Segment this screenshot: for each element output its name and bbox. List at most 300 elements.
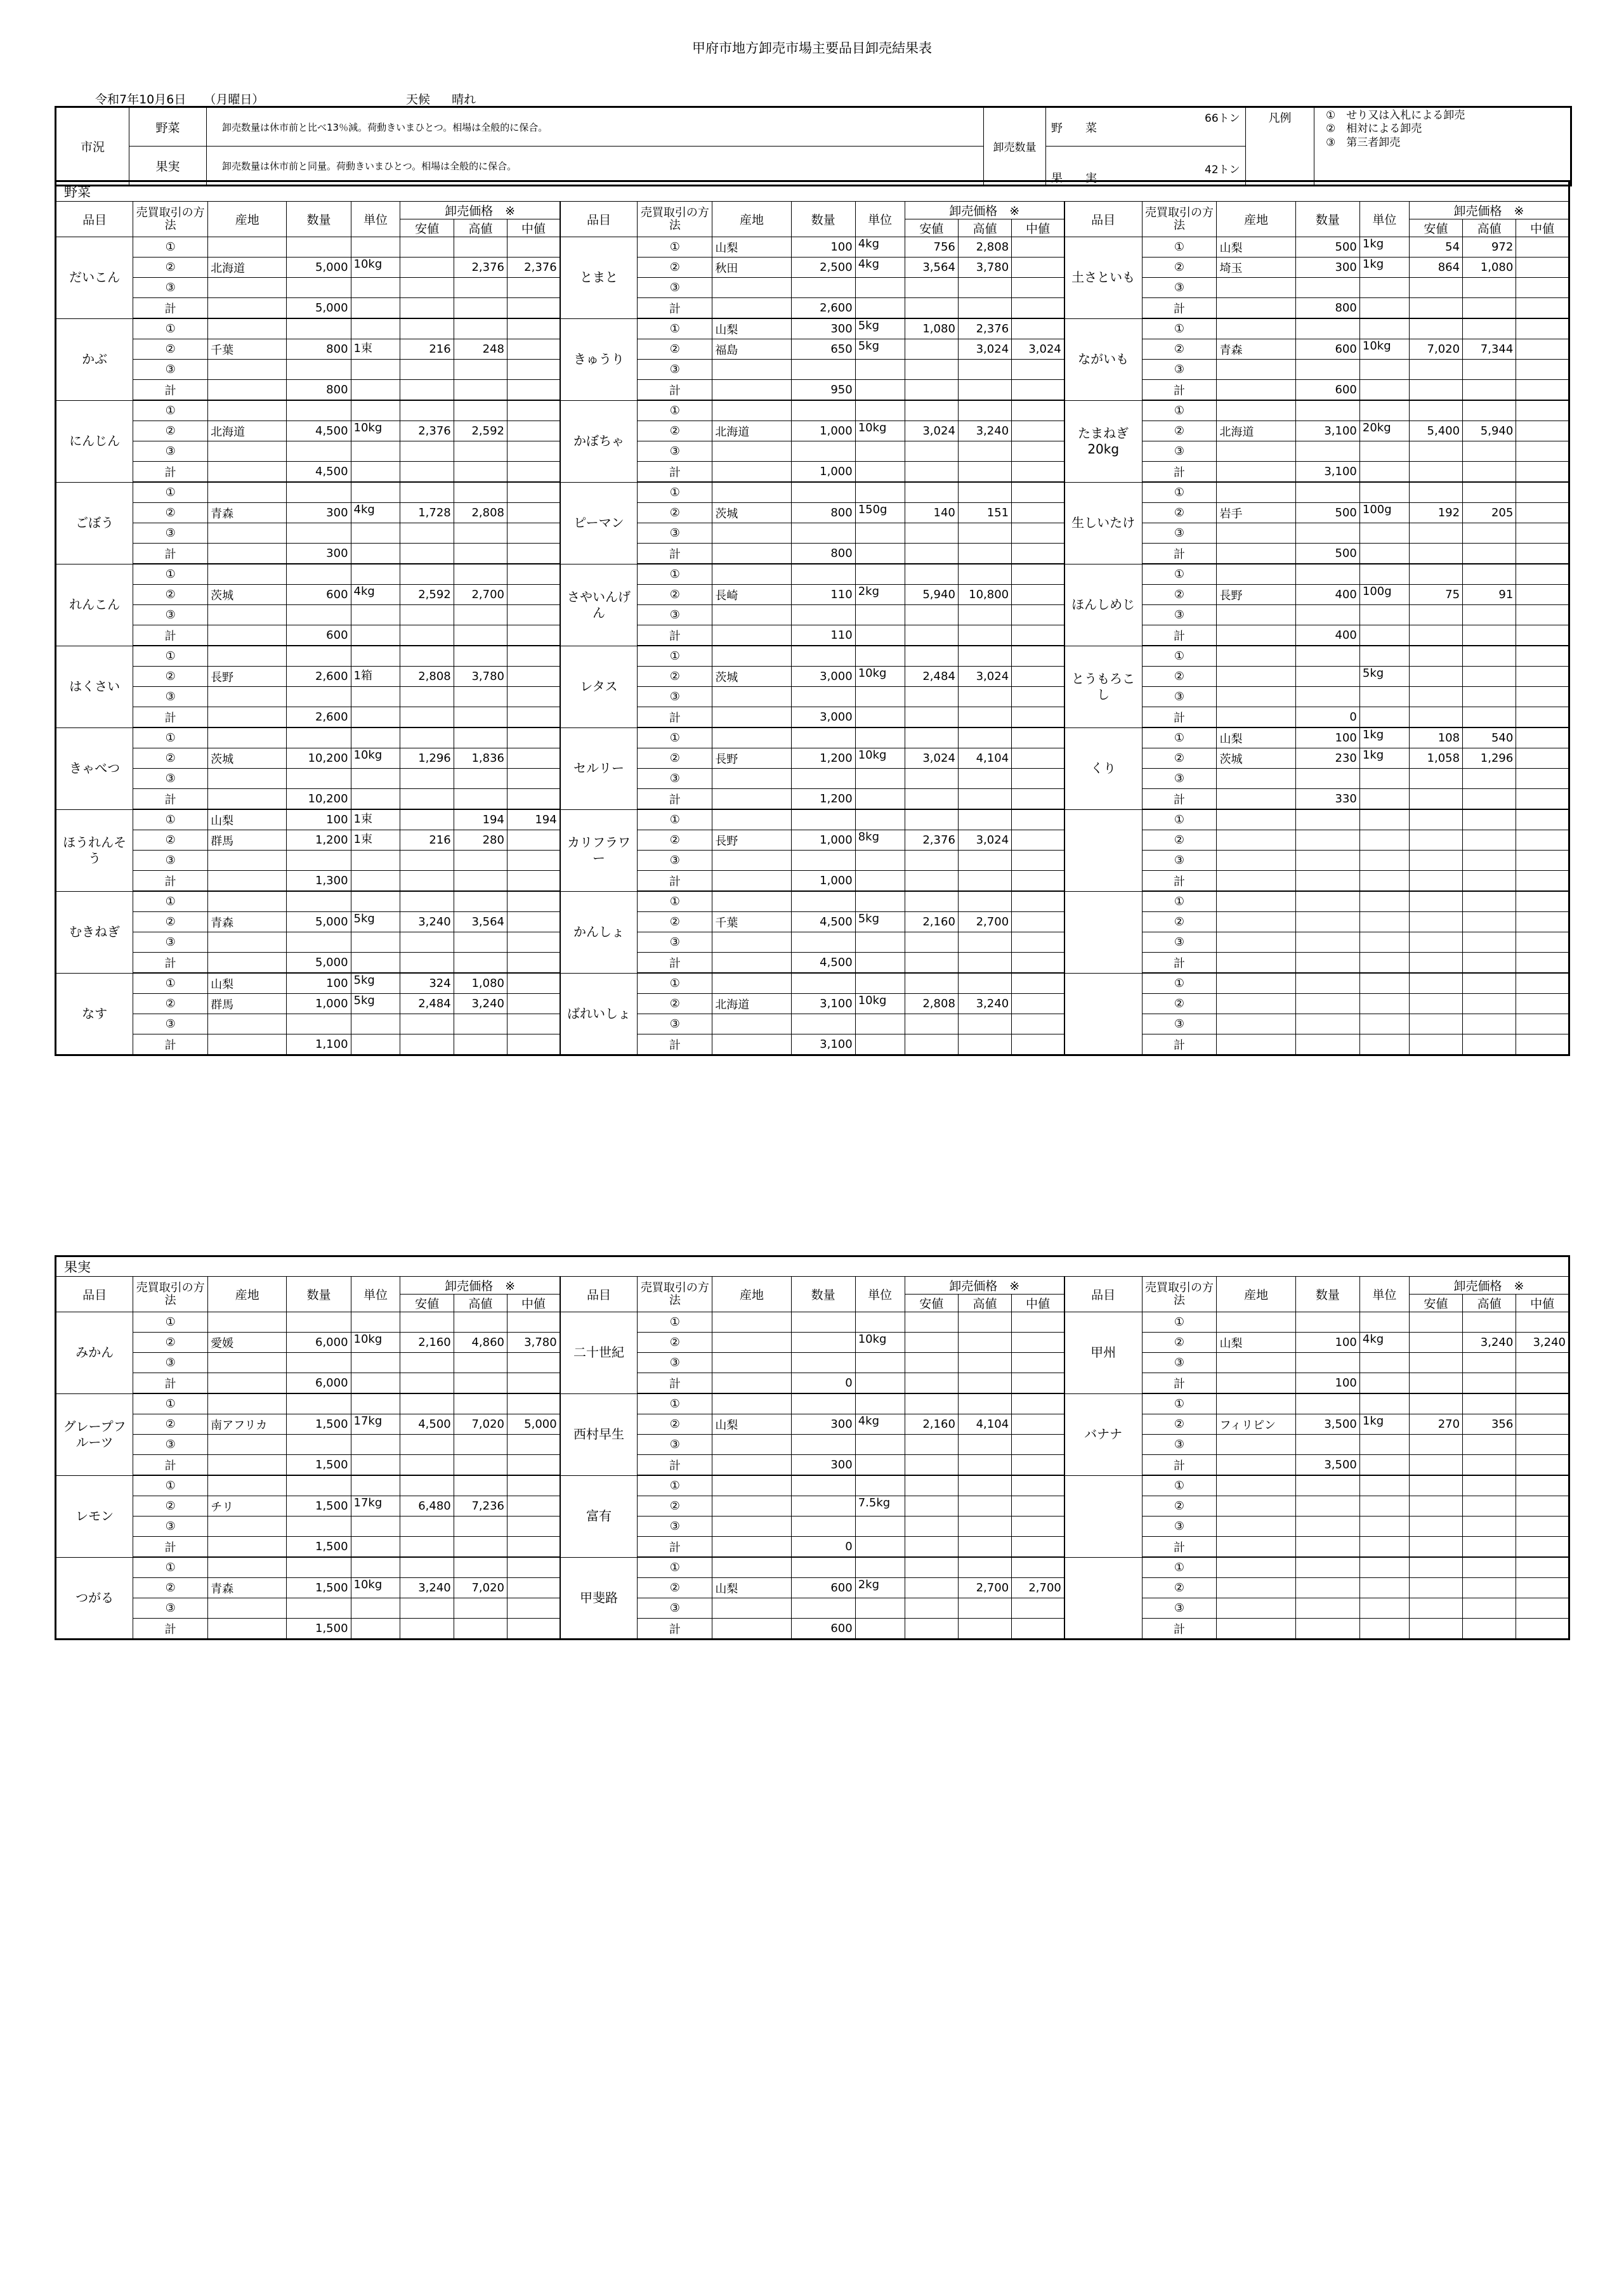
total-row bbox=[56, 1619, 1569, 1640]
low-price bbox=[400, 462, 454, 483]
item-name: だいこん bbox=[56, 237, 133, 319]
mid-price bbox=[507, 953, 560, 974]
unit bbox=[855, 871, 905, 892]
unit bbox=[855, 298, 905, 319]
high-price bbox=[958, 1435, 1011, 1455]
unit bbox=[1359, 809, 1409, 830]
low-price: 2,160 bbox=[400, 1333, 454, 1353]
quantity: 4,500 bbox=[287, 421, 351, 441]
high-price bbox=[454, 789, 507, 810]
high-price bbox=[958, 462, 1011, 483]
mid-price bbox=[507, 830, 560, 851]
origin bbox=[208, 360, 287, 380]
unit bbox=[1359, 360, 1409, 380]
origin bbox=[712, 482, 791, 503]
mid-price bbox=[1012, 1414, 1064, 1435]
low-price bbox=[1409, 769, 1462, 789]
unit bbox=[1359, 912, 1409, 932]
low-price bbox=[905, 1496, 958, 1517]
item-name: とうもろこし bbox=[1064, 646, 1142, 727]
unit bbox=[351, 871, 400, 892]
header-quantity: 数量 bbox=[1295, 202, 1359, 237]
quantity bbox=[1295, 687, 1359, 707]
trade-method: ② bbox=[133, 503, 208, 523]
origin bbox=[1217, 871, 1295, 892]
unit bbox=[855, 1435, 905, 1455]
quantity bbox=[1295, 891, 1359, 912]
origin bbox=[1217, 360, 1295, 380]
origin: 山梨 bbox=[1217, 1333, 1295, 1353]
low-price bbox=[400, 1537, 454, 1558]
unit: 1箱 bbox=[351, 667, 400, 687]
header-unit: 単位 bbox=[351, 1277, 400, 1312]
trade-method: ① bbox=[1142, 318, 1217, 339]
trade-method: ② bbox=[133, 339, 208, 360]
high-price bbox=[454, 707, 507, 728]
origin bbox=[208, 789, 287, 810]
mid-price bbox=[1516, 1353, 1569, 1373]
high-price bbox=[454, 380, 507, 401]
high-price: 1,080 bbox=[1463, 258, 1516, 278]
origin bbox=[712, 1393, 791, 1414]
low-price: 270 bbox=[1409, 1414, 1462, 1435]
unit bbox=[855, 851, 905, 871]
origin bbox=[208, 871, 287, 892]
unit bbox=[351, 769, 400, 789]
method-3-row bbox=[56, 1517, 1569, 1537]
low-price bbox=[1409, 667, 1462, 687]
high-price bbox=[958, 1619, 1011, 1640]
mid-price bbox=[507, 339, 560, 360]
origin bbox=[1217, 482, 1295, 503]
trade-method: ① bbox=[133, 1475, 208, 1496]
origin: 山梨 bbox=[208, 973, 287, 994]
quantity: 3,500 bbox=[1295, 1455, 1359, 1476]
unit bbox=[351, 1393, 400, 1414]
unit bbox=[1359, 441, 1409, 462]
item-name: レモン bbox=[56, 1475, 133, 1557]
origin bbox=[712, 360, 791, 380]
origin bbox=[712, 789, 791, 810]
item-name: セルリー bbox=[560, 727, 638, 809]
low-price bbox=[1409, 809, 1462, 830]
market-veg-label: 野菜 bbox=[129, 107, 207, 147]
market-veg-note: 卸売数量は休市前と比べ13％減。荷動きいまひとつ。相場は全般的に保合。 bbox=[207, 107, 984, 147]
low-price: 2,376 bbox=[400, 421, 454, 441]
low-price bbox=[1409, 400, 1462, 421]
low-price bbox=[905, 1373, 958, 1394]
quantity bbox=[791, 523, 855, 544]
high-price bbox=[958, 646, 1011, 667]
unit: 4kg bbox=[855, 258, 905, 278]
quantity bbox=[1295, 278, 1359, 298]
unit bbox=[855, 953, 905, 974]
quantity: 0 bbox=[791, 1537, 855, 1558]
method-2-row bbox=[56, 912, 1569, 932]
origin bbox=[1217, 298, 1295, 319]
trade-method: 計 bbox=[1142, 707, 1217, 728]
header-mid: 中値 bbox=[507, 1295, 560, 1312]
unit bbox=[1359, 625, 1409, 646]
high-price: 3,024 bbox=[958, 339, 1011, 360]
high-price bbox=[958, 1475, 1011, 1496]
high-price bbox=[958, 769, 1011, 789]
item-name: 富有 bbox=[560, 1475, 638, 1557]
high-price bbox=[958, 1455, 1011, 1476]
mid-price: 3,240 bbox=[1516, 1333, 1569, 1353]
quantity: 600 bbox=[287, 625, 351, 646]
unit bbox=[855, 727, 905, 748]
header-method: 売買取引の方法 bbox=[1142, 1277, 1217, 1312]
high-price bbox=[1463, 769, 1516, 789]
market-fruit-note: 卸売数量は休市前と同量。荷動きいまひとつ。相場は全般的に保合。 bbox=[207, 147, 984, 186]
unit: 10kg bbox=[855, 748, 905, 769]
origin bbox=[712, 298, 791, 319]
quantity bbox=[1295, 953, 1359, 974]
origin: 長野 bbox=[712, 748, 791, 769]
trade-method: ① bbox=[133, 318, 208, 339]
mid-price bbox=[1516, 318, 1569, 339]
origin bbox=[712, 707, 791, 728]
header-price: 卸売価格 ※ bbox=[1409, 1277, 1569, 1295]
mid-price bbox=[507, 318, 560, 339]
high-price: 3,240 bbox=[958, 994, 1011, 1014]
trade-method: ① bbox=[1142, 646, 1217, 667]
mid-price bbox=[1012, 1475, 1064, 1496]
trade-method: ③ bbox=[638, 687, 712, 707]
quantity: 3,500 bbox=[1295, 1414, 1359, 1435]
mid-price bbox=[507, 400, 560, 421]
origin: 山梨 bbox=[712, 237, 791, 258]
quantity bbox=[1295, 932, 1359, 953]
quantity: 1,000 bbox=[287, 994, 351, 1014]
high-price bbox=[1463, 462, 1516, 483]
unit bbox=[351, 298, 400, 319]
unit: 4kg bbox=[1359, 1333, 1409, 1353]
low-price bbox=[905, 339, 958, 360]
quantity bbox=[1295, 564, 1359, 585]
unit bbox=[1359, 605, 1409, 625]
trade-method: ① bbox=[638, 891, 712, 912]
unit bbox=[1359, 871, 1409, 892]
item-name: 甲斐路 bbox=[560, 1557, 638, 1640]
quantity: 600 bbox=[1295, 339, 1359, 360]
quantity bbox=[1295, 441, 1359, 462]
trade-method: ② bbox=[1142, 1496, 1217, 1517]
mid-price bbox=[1012, 1557, 1064, 1578]
trade-method: ③ bbox=[638, 1014, 712, 1034]
unit bbox=[351, 318, 400, 339]
low-price bbox=[400, 441, 454, 462]
mid-price bbox=[1516, 605, 1569, 625]
mid-price bbox=[1516, 769, 1569, 789]
low-price: 5,940 bbox=[905, 585, 958, 605]
quantity bbox=[1295, 482, 1359, 503]
mid-price bbox=[1516, 1393, 1569, 1414]
origin bbox=[712, 727, 791, 748]
high-price bbox=[1463, 687, 1516, 707]
mid-price bbox=[507, 564, 560, 585]
low-price bbox=[1409, 994, 1462, 1014]
origin bbox=[712, 1557, 791, 1578]
origin bbox=[1217, 1353, 1295, 1373]
unit bbox=[351, 1034, 400, 1055]
low-price: 864 bbox=[1409, 258, 1462, 278]
low-price bbox=[400, 1373, 454, 1394]
trade-method: ③ bbox=[1142, 769, 1217, 789]
method-1-row bbox=[56, 400, 1569, 421]
method-3-row bbox=[56, 278, 1569, 298]
high-price bbox=[454, 769, 507, 789]
high-price bbox=[454, 625, 507, 646]
unit bbox=[1359, 1598, 1409, 1619]
low-price bbox=[905, 360, 958, 380]
quantity bbox=[791, 727, 855, 748]
mid-price bbox=[507, 1455, 560, 1476]
unit bbox=[351, 544, 400, 564]
high-price bbox=[958, 687, 1011, 707]
trade-method: 計 bbox=[133, 625, 208, 646]
low-price: 216 bbox=[400, 830, 454, 851]
trade-method: 計 bbox=[133, 298, 208, 319]
mid-price bbox=[1012, 625, 1064, 646]
origin: 長野 bbox=[208, 667, 287, 687]
mid-price bbox=[1516, 646, 1569, 667]
high-price bbox=[454, 1517, 507, 1537]
mid-price bbox=[1012, 748, 1064, 769]
trade-method: 計 bbox=[638, 298, 712, 319]
header-price: 卸売価格 ※ bbox=[400, 1277, 560, 1295]
unit bbox=[1359, 973, 1409, 994]
legend bbox=[1314, 107, 1571, 186]
trade-method: 計 bbox=[1142, 953, 1217, 974]
header-quantity: 数量 bbox=[287, 202, 351, 237]
trade-method: ① bbox=[638, 1312, 712, 1333]
high-price bbox=[1463, 1014, 1516, 1034]
low-price bbox=[400, 1034, 454, 1055]
low-price: 54 bbox=[1409, 237, 1462, 258]
total-row bbox=[56, 1373, 1569, 1394]
low-price: 1,296 bbox=[400, 748, 454, 769]
unit: 1kg bbox=[1359, 237, 1409, 258]
quantity: 330 bbox=[1295, 789, 1359, 810]
origin bbox=[1217, 994, 1295, 1014]
mid-price bbox=[1516, 523, 1569, 544]
mid-price bbox=[507, 482, 560, 503]
mid-price bbox=[1012, 912, 1064, 932]
quantity bbox=[791, 1353, 855, 1373]
origin bbox=[1217, 912, 1295, 932]
unit: 4kg bbox=[351, 503, 400, 523]
high-price bbox=[1463, 1496, 1516, 1517]
trade-method: ① bbox=[638, 1393, 712, 1414]
quantity bbox=[791, 360, 855, 380]
low-price bbox=[400, 707, 454, 728]
quantity bbox=[791, 400, 855, 421]
trade-method: 計 bbox=[133, 1619, 208, 1640]
mid-price bbox=[507, 994, 560, 1014]
item-name: とまと bbox=[560, 237, 638, 319]
mid-price: 5,000 bbox=[507, 1414, 560, 1435]
low-price bbox=[905, 1014, 958, 1034]
low-price bbox=[1409, 441, 1462, 462]
quantity bbox=[287, 1517, 351, 1537]
origin bbox=[1217, 789, 1295, 810]
high-price bbox=[958, 973, 1011, 994]
mid-price bbox=[507, 667, 560, 687]
mid-price bbox=[1516, 891, 1569, 912]
quantity bbox=[287, 523, 351, 544]
mid-price bbox=[507, 421, 560, 441]
trade-method: ② bbox=[638, 912, 712, 932]
header-high: 高値 bbox=[1463, 1295, 1516, 1312]
origin bbox=[712, 1435, 791, 1455]
low-price bbox=[905, 973, 958, 994]
low-price bbox=[1409, 1517, 1462, 1537]
quantity bbox=[1295, 1435, 1359, 1455]
unit: 5kg bbox=[1359, 667, 1409, 687]
unit bbox=[1359, 380, 1409, 401]
low-price bbox=[1409, 1373, 1462, 1394]
mid-price bbox=[1012, 830, 1064, 851]
item-name: れんこん bbox=[56, 564, 133, 646]
origin: 南アフリカ bbox=[208, 1414, 287, 1435]
unit bbox=[855, 1537, 905, 1558]
origin bbox=[1217, 1312, 1295, 1333]
trade-method: 計 bbox=[1142, 298, 1217, 319]
method-1-row bbox=[56, 1475, 1569, 1496]
quantity bbox=[287, 1312, 351, 1333]
mid-price bbox=[1516, 462, 1569, 483]
high-price bbox=[454, 687, 507, 707]
mid-price bbox=[1012, 380, 1064, 401]
unit bbox=[855, 707, 905, 728]
trade-method: ③ bbox=[133, 687, 208, 707]
unit bbox=[855, 380, 905, 401]
mid-price bbox=[1012, 1333, 1064, 1353]
header-price: 卸売価格 ※ bbox=[905, 202, 1064, 219]
unit: 10kg bbox=[855, 421, 905, 441]
origin: 千葉 bbox=[712, 912, 791, 932]
quantity bbox=[1295, 1393, 1359, 1414]
fruit-qty-value: 42トン bbox=[1205, 164, 1240, 176]
trade-method: ① bbox=[1142, 1312, 1217, 1333]
trade-method: ① bbox=[1142, 1393, 1217, 1414]
quantity: 2,600 bbox=[791, 298, 855, 319]
origin bbox=[208, 1619, 287, 1640]
trade-method: ② bbox=[1142, 339, 1217, 360]
low-price bbox=[400, 400, 454, 421]
high-price bbox=[1463, 625, 1516, 646]
item-name bbox=[1064, 973, 1142, 1055]
low-price bbox=[400, 1014, 454, 1034]
mid-price bbox=[507, 605, 560, 625]
quantity: 5,000 bbox=[287, 953, 351, 974]
origin: 山梨 bbox=[1217, 237, 1295, 258]
mid-price bbox=[1012, 932, 1064, 953]
item-name bbox=[1064, 809, 1142, 891]
trade-method: ② bbox=[1142, 994, 1217, 1014]
unit bbox=[855, 1455, 905, 1476]
low-price bbox=[1409, 1496, 1462, 1517]
low-price bbox=[905, 789, 958, 810]
mid-price bbox=[1516, 360, 1569, 380]
high-price bbox=[454, 646, 507, 667]
origin bbox=[208, 851, 287, 871]
trade-method: ② bbox=[133, 258, 208, 278]
quantity bbox=[1295, 360, 1359, 380]
quantity: 1,500 bbox=[287, 1455, 351, 1476]
origin bbox=[712, 953, 791, 974]
origin bbox=[208, 298, 287, 319]
trade-method: ③ bbox=[1142, 1353, 1217, 1373]
high-price bbox=[454, 1312, 507, 1333]
low-price bbox=[1409, 318, 1462, 339]
trade-method: 計 bbox=[133, 1373, 208, 1394]
item-name: グレープフルーツ bbox=[56, 1393, 133, 1475]
high-price bbox=[1463, 1455, 1516, 1476]
unit bbox=[1359, 851, 1409, 871]
trade-method: ③ bbox=[1142, 1598, 1217, 1619]
high-price bbox=[1463, 707, 1516, 728]
quantity bbox=[287, 727, 351, 748]
quantity bbox=[287, 1557, 351, 1578]
trade-method: 計 bbox=[638, 625, 712, 646]
quantity: 500 bbox=[1295, 544, 1359, 564]
item-name bbox=[1064, 891, 1142, 973]
header-origin: 産地 bbox=[1217, 1277, 1295, 1312]
low-price bbox=[1409, 380, 1462, 401]
trade-method: 計 bbox=[638, 380, 712, 401]
quantity bbox=[1295, 523, 1359, 544]
trade-method: ③ bbox=[133, 1014, 208, 1034]
unit bbox=[351, 1598, 400, 1619]
low-price: 2,376 bbox=[905, 830, 958, 851]
veg-qty-value: 66トン bbox=[1205, 112, 1240, 125]
high-price bbox=[454, 482, 507, 503]
low-price: 140 bbox=[905, 503, 958, 523]
high-price: 205 bbox=[1463, 503, 1516, 523]
unit bbox=[351, 1312, 400, 1333]
origin bbox=[1217, 646, 1295, 667]
unit bbox=[1359, 278, 1409, 298]
high-price bbox=[958, 1557, 1011, 1578]
quantity: 800 bbox=[791, 503, 855, 523]
trade-method: ② bbox=[1142, 258, 1217, 278]
low-price bbox=[905, 482, 958, 503]
mid-price bbox=[1516, 380, 1569, 401]
trade-method: 計 bbox=[1142, 1537, 1217, 1558]
unit bbox=[351, 278, 400, 298]
unit bbox=[855, 1393, 905, 1414]
header-price: 卸売価格 ※ bbox=[905, 1277, 1064, 1295]
high-price bbox=[454, 871, 507, 892]
low-price bbox=[400, 953, 454, 974]
low-price bbox=[400, 605, 454, 625]
origin bbox=[208, 605, 287, 625]
trade-method: ① bbox=[1142, 973, 1217, 994]
mid-price bbox=[1516, 1435, 1569, 1455]
mid-price bbox=[507, 891, 560, 912]
mid-price bbox=[507, 1578, 560, 1598]
origin bbox=[1217, 973, 1295, 994]
origin bbox=[208, 932, 287, 953]
mid-price bbox=[1012, 523, 1064, 544]
trade-method: ② bbox=[1142, 503, 1217, 523]
low-price bbox=[1409, 789, 1462, 810]
high-price: 2,376 bbox=[454, 258, 507, 278]
high-price bbox=[454, 727, 507, 748]
